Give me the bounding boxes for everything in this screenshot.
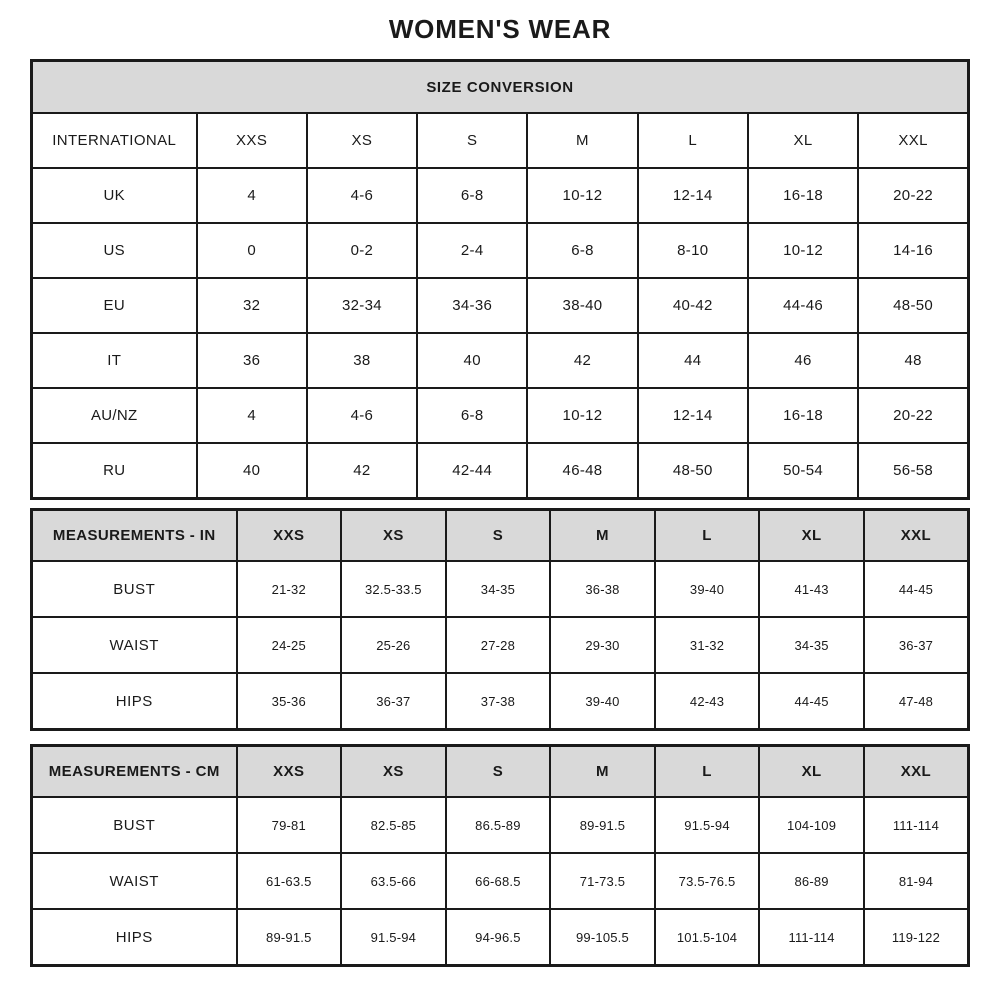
column-header-s: S <box>417 113 527 168</box>
table-cell: 34-35 <box>759 617 864 673</box>
table-cell: 66-68.5 <box>446 853 551 909</box>
table-cell: 40-42 <box>638 278 748 333</box>
column-header-m: M <box>527 113 637 168</box>
table-cell: 6-8 <box>527 223 637 278</box>
table-cell: 32 <box>197 278 307 333</box>
table-cell: 8-10 <box>638 223 748 278</box>
table-cell: 91.5-94 <box>341 909 446 966</box>
table-cell: 36 <box>197 333 307 388</box>
table-cell: 47-48 <box>864 673 969 730</box>
table-cell: 50-54 <box>748 443 858 499</box>
size-conversion-header: SIZE CONVERSION <box>32 61 969 114</box>
table-cell: 119-122 <box>864 909 969 966</box>
table-cell: 101.5-104 <box>655 909 760 966</box>
table-cell: 29-30 <box>550 617 655 673</box>
table-cell: 82.5-85 <box>341 797 446 853</box>
table-cell: 44-45 <box>864 561 969 617</box>
table-cell: 39-40 <box>550 673 655 730</box>
table-cell: 46-48 <box>527 443 637 499</box>
row-label: UK <box>32 168 197 223</box>
row-label: IT <box>32 333 197 388</box>
table-cell: 34-35 <box>446 561 551 617</box>
row-label: HIPS <box>32 909 237 966</box>
table-cell: 21-32 <box>237 561 342 617</box>
column-header-xs: XS <box>307 113 417 168</box>
row-label: RU <box>32 443 197 499</box>
column-header-xl: XL <box>759 746 864 798</box>
table-cell: 10-12 <box>748 223 858 278</box>
table-cell: 0-2 <box>307 223 417 278</box>
table-cell: 63.5-66 <box>341 853 446 909</box>
table-row-uk <box>32 168 969 223</box>
table-cell: 56-58 <box>858 443 968 499</box>
table-cell: 25-26 <box>341 617 446 673</box>
table-cell: 4 <box>197 168 307 223</box>
table-cell: 20-22 <box>858 168 968 223</box>
table-cell: 6-8 <box>417 388 527 443</box>
page-title: WOMEN'S WEAR <box>388 14 612 44</box>
table-row-eu <box>32 278 969 333</box>
table-cell: 40 <box>197 443 307 499</box>
table-cell: 34-36 <box>417 278 527 333</box>
table-cell: 38-40 <box>527 278 637 333</box>
table-cell: 14-16 <box>858 223 968 278</box>
table-row-hips <box>32 909 969 966</box>
size-chart-page <box>30 0 970 967</box>
table-cell: 10-12 <box>527 388 637 443</box>
column-header-l: L <box>655 510 760 562</box>
table-cell: 73.5-76.5 <box>655 853 760 909</box>
table-row-waist <box>32 617 969 673</box>
table-cell: 4-6 <box>307 168 417 223</box>
column-header-xl: XL <box>748 113 858 168</box>
column-header-m: M <box>550 746 655 798</box>
table-cell: 4 <box>197 388 307 443</box>
row-label: BUST <box>32 797 237 853</box>
table-cell: 48 <box>858 333 968 388</box>
column-header-l: L <box>655 746 760 798</box>
column-header-l: L <box>638 113 748 168</box>
table-cell: 32-34 <box>307 278 417 333</box>
column-header-row <box>32 113 969 168</box>
table-cell: 4-6 <box>307 388 417 443</box>
table-cell: 99-105.5 <box>550 909 655 966</box>
row-label: EU <box>32 278 197 333</box>
table-cell: 10-12 <box>527 168 637 223</box>
table-cell: 44 <box>638 333 748 388</box>
table-cell: 2-4 <box>417 223 527 278</box>
table-cell: 94-96.5 <box>446 909 551 966</box>
row-label: BUST <box>32 561 237 617</box>
column-header-row <box>32 746 969 798</box>
measurements-cm-header: MEASUREMENTS - CM <box>32 746 237 798</box>
row-header-international: INTERNATIONAL <box>32 113 197 168</box>
table-cell: 31-32 <box>655 617 760 673</box>
table-cell: 79-81 <box>237 797 342 853</box>
table-cell: 12-14 <box>638 168 748 223</box>
column-header-xs: XS <box>341 510 446 562</box>
table-cell: 0 <box>197 223 307 278</box>
table-cell: 24-25 <box>237 617 342 673</box>
table-row-bust <box>32 797 969 853</box>
column-header-xl: XL <box>759 510 864 562</box>
table-cell: 89-91.5 <box>550 797 655 853</box>
table-cell: 27-28 <box>446 617 551 673</box>
table-cell: 42-44 <box>417 443 527 499</box>
table-cell: 86.5-89 <box>446 797 551 853</box>
table-cell: 91.5-94 <box>655 797 760 853</box>
table-cell: 16-18 <box>748 388 858 443</box>
column-header-xxs: XXS <box>237 746 342 798</box>
measurements-in-table <box>30 508 970 731</box>
column-header-s: S <box>446 746 551 798</box>
measurements-cm-table <box>30 744 970 967</box>
table-cell: 32.5-33.5 <box>341 561 446 617</box>
table-row-waist <box>32 853 969 909</box>
column-header-xxl: XXL <box>864 746 969 798</box>
table-cell: 12-14 <box>638 388 748 443</box>
table-band-row <box>32 61 969 114</box>
table-cell: 48-50 <box>638 443 748 499</box>
table-cell: 111-114 <box>864 797 969 853</box>
table-cell: 40 <box>417 333 527 388</box>
table-cell: 16-18 <box>748 168 858 223</box>
column-header-xxl: XXL <box>864 510 969 562</box>
table-cell: 46 <box>748 333 858 388</box>
table-cell: 42-43 <box>655 673 760 730</box>
row-label: AU/NZ <box>32 388 197 443</box>
table-row-ru <box>32 443 969 499</box>
table-cell: 39-40 <box>655 561 760 617</box>
table-cell: 44-45 <box>759 673 864 730</box>
table-cell: 6-8 <box>417 168 527 223</box>
row-label: WAIST <box>32 853 237 909</box>
column-header-xxl: XXL <box>858 113 968 168</box>
table-row-hips <box>32 673 969 730</box>
size-conversion-table <box>30 59 970 500</box>
table-cell: 42 <box>307 443 417 499</box>
table-cell: 42 <box>527 333 637 388</box>
table-cell: 104-109 <box>759 797 864 853</box>
table-cell: 61-63.5 <box>237 853 342 909</box>
table-cell: 48-50 <box>858 278 968 333</box>
column-header-xxs: XXS <box>237 510 342 562</box>
table-row-aunz <box>32 388 969 443</box>
table-row-us <box>32 223 969 278</box>
row-label: HIPS <box>32 673 237 730</box>
table-row-it <box>32 333 969 388</box>
table-cell: 44-46 <box>748 278 858 333</box>
table-cell: 38 <box>307 333 417 388</box>
table-cell: 37-38 <box>446 673 551 730</box>
table-cell: 89-91.5 <box>237 909 342 966</box>
table-cell: 36-38 <box>550 561 655 617</box>
table-cell: 111-114 <box>759 909 864 966</box>
table-cell: 81-94 <box>864 853 969 909</box>
row-label: WAIST <box>32 617 237 673</box>
table-row-bust <box>32 561 969 617</box>
table-cell: 36-37 <box>341 673 446 730</box>
column-header-xxs: XXS <box>197 113 307 168</box>
column-header-s: S <box>446 510 551 562</box>
column-header-xs: XS <box>341 746 446 798</box>
column-header-m: M <box>550 510 655 562</box>
table-cell: 35-36 <box>237 673 342 730</box>
table-cell: 36-37 <box>864 617 969 673</box>
table-cell: 20-22 <box>858 388 968 443</box>
measurements-in-header: MEASUREMENTS - IN <box>32 510 237 562</box>
table-cell: 71-73.5 <box>550 853 655 909</box>
column-header-row <box>32 510 969 562</box>
table-cell: 41-43 <box>759 561 864 617</box>
table-cell: 86-89 <box>759 853 864 909</box>
row-label: US <box>32 223 197 278</box>
